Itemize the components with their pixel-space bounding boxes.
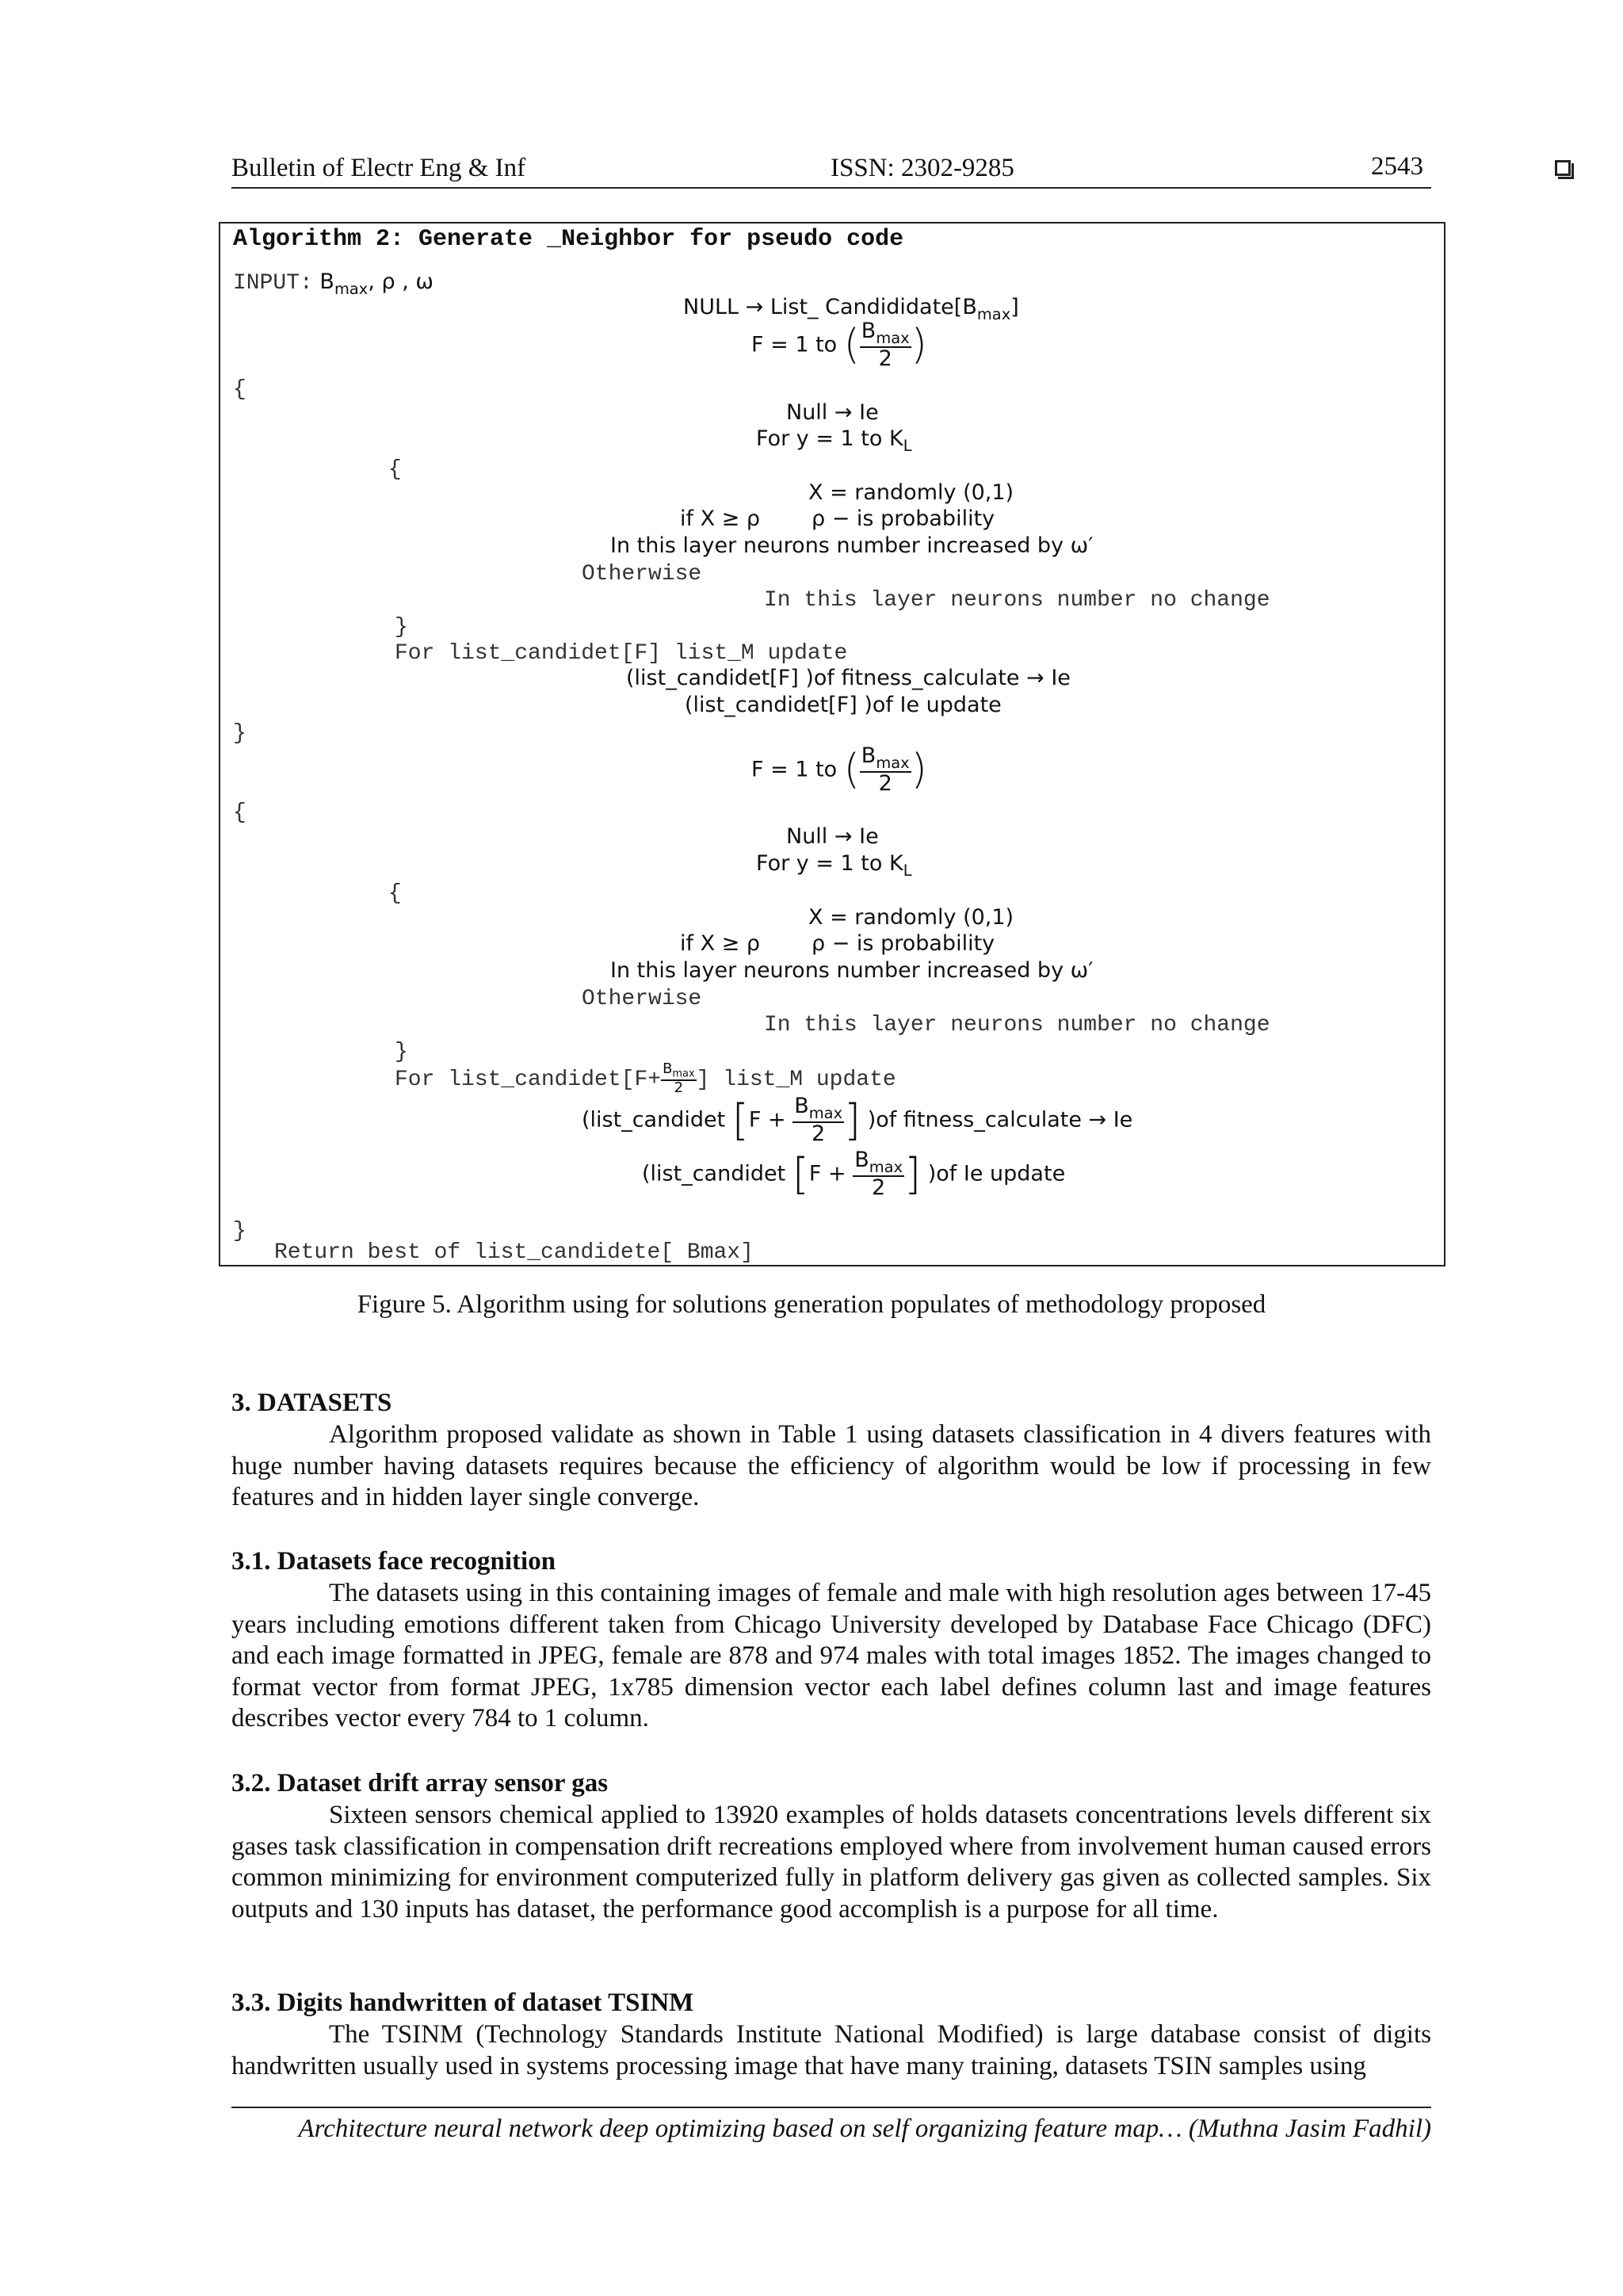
f-loop-2: F = 1 to ( $\frac{B_{max}}{2}$ ) — [751, 743, 927, 797]
x-random-2: X = randomly (0,1) — [808, 905, 1014, 930]
return-line: Return best of list_candidete[ Bmax] — [274, 1240, 754, 1265]
no-change-2: In this layer neurons number no change — [764, 1013, 1270, 1037]
section-3-2-text: Sixteen sensors chemical applied to 13920 examples of holds datasets concentrations levels different six gases task classification in compensation drift recreations employed where from involvement human caused errors common minimizing for environment computerized fully in platform delivery gas given as collected samples. Six outputs and 130 inputs has dataset, the performance good accomplish is a purpose for all time. — [231, 1801, 1431, 1924]
close-brace-2: } — [233, 721, 246, 746]
section-3-1-text: The datasets using in this containing images of female and male with high resolution ages between 17-45 years including emotions different taken from Chicago University developed by Database Face Chicago (DFC) and each image formatted in JPEG, female are 878 and 974 males with total images 1852. The images changed to format vector from format JPEG, 1x785 dimension vector each label defines column last and image features describes vector every 784 to 1 column. — [231, 1579, 1431, 1733]
for-y-1: For y = 1 to $K_L$ — [756, 426, 912, 455]
section-3-2-heading: 3.2. Dataset drift array sensor gas — [231, 1769, 609, 1797]
ie-update-1: (list_candidet[F] )of Ie update — [685, 693, 1002, 717]
null-ie-1: Null → Ie — [786, 400, 879, 425]
algorithm-title: Algorithm 2: Generate _Neighbor for pseudo code — [233, 226, 904, 253]
otherwise-2: Otherwise — [582, 987, 702, 1011]
square-bullet-icon — [1555, 160, 1571, 176]
open-brace-2: { — [388, 457, 402, 482]
close-brace-4: } — [233, 1219, 246, 1244]
increase-1: In this layer neurons number increased by ω′ — [610, 533, 1094, 558]
for-list-update-1: For list_candidet[F] list_M update — [395, 641, 848, 666]
page-number: 2543 — [1371, 152, 1423, 181]
figure-caption: Figure 5. Algorithm using for solutions generation populates of methodology proposed — [357, 1290, 1266, 1319]
ie-update-2: (list_candidet [F + $\frac{B_{max}}{2}$ ] )of Ie update — [642, 1148, 1066, 1201]
no-change-1: In this layer neurons number no change — [764, 588, 1270, 613]
issn: ISSN: 2302-9285 — [831, 154, 1014, 182]
open-brace-1: { — [233, 377, 246, 402]
rho-prob-2: ρ − is probability — [812, 931, 995, 956]
for-y-2: For y = 1 to $K_L$ — [756, 851, 912, 880]
rho-prob-1: ρ − is probability — [812, 506, 995, 531]
fitness-calc-1: (list_candidet[F] )of fitness_calculate → Ie — [626, 666, 1071, 690]
input-line: INPUT: $B_{max}$, ρ , ω — [233, 269, 433, 298]
close-brace-3: } — [395, 1040, 408, 1064]
close-brace-1: } — [395, 615, 408, 640]
otherwise-1: Otherwise — [582, 562, 702, 586]
if-x-2: if X ≥ ρ — [680, 931, 761, 956]
x-random-1: X = randomly (0,1) — [808, 480, 1014, 505]
null-list-line: NULL → List_ $Candididate[B_{max}]$ — [683, 295, 1019, 323]
section-3-3-text: The TSINM (Technology Standards Institute National Modified) is large database consist of digits handwritten usually used in systems processing image that have many training, datasets TSIN samples using — [231, 2020, 1431, 2080]
f-loop-1: F = 1 to ( $\frac{B_{max}}{2}$ ) — [751, 319, 927, 372]
section-3-3-heading: 3.3. Digits handwritten of dataset TSINM — [231, 1988, 694, 2017]
page-footer: Architecture neural network deep optimizing based on self organizing feature map… (Muthna Jasim Fadhil) — [231, 2107, 1431, 2144]
journal-name: Bulletin of Electr Eng & Inf — [231, 154, 526, 182]
fitness-calc-2: (list_candidet [F + $\frac{B_{max}}{2}$ ] )of fitness_calculate → Ie — [582, 1094, 1133, 1147]
page-header — [231, 151, 1431, 189]
algorithm-box — [219, 222, 1445, 1266]
null-ie-2: Null → Ie — [786, 824, 879, 849]
open-brace-3: { — [233, 800, 246, 825]
increase-2: In this layer neurons number increased by ω′ — [610, 958, 1094, 983]
open-brace-4: { — [388, 881, 402, 906]
if-x-1: if X ≥ ρ — [680, 506, 761, 531]
for-list-update-2: For list_candidet[F+ $\frac{B_{max}}{2}$ ] list_M update — [395, 1060, 896, 1097]
section-3-1-heading: 3.1. Datasets face recognition — [231, 1547, 556, 1576]
section-3-text: Algorithm proposed validate as shown in Table 1 using datasets classification in 4 divers features with huge number having datasets requires because the efficiency of algorithm would be low if processing in few features and in hidden layer single converge. — [231, 1420, 1431, 1511]
section-3-heading: 3. DATASETS — [231, 1389, 392, 1417]
